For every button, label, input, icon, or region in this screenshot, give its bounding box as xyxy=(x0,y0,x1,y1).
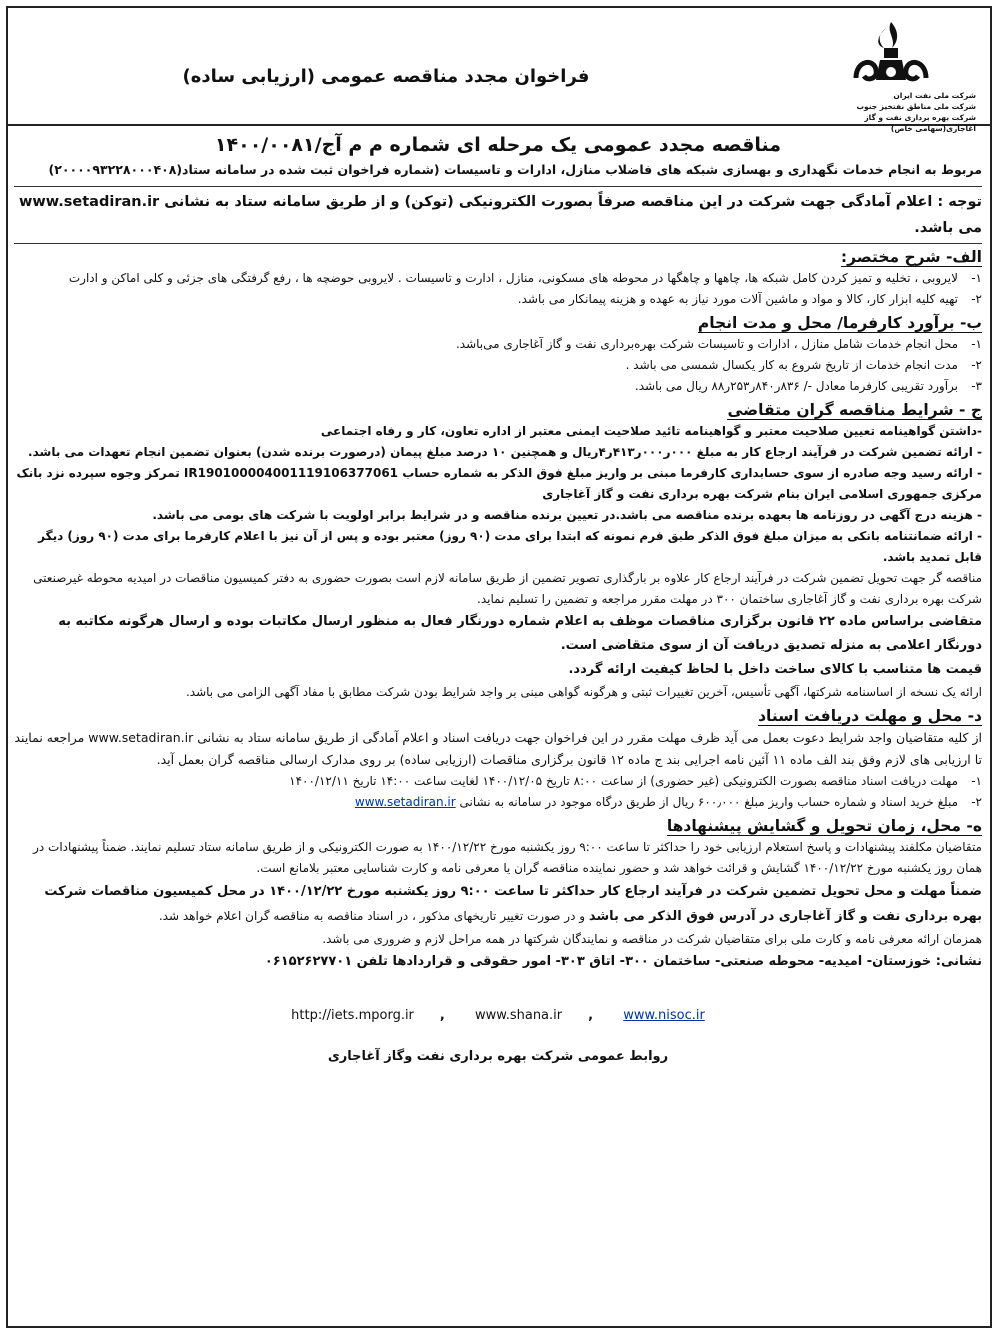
notice-line: توجه : اعلام آمادگی جهت شرکت در این مناقصه صرفاً بصورت الکترونیکی (توکن) و از طریق سامانه ستاد به نشانی www.setadiran.ir می باشد. xyxy=(14,186,982,244)
logo-line: شرکت ملی مناطق نفتخیز جنوب xyxy=(856,102,976,111)
logo-line: شرکت بهره برداری نفت و گاز آغاجاری(سهامی خاص) xyxy=(864,113,976,133)
submission-line: متقاضیان مکلفند پیشنهادات و پاسخ استعلام ارزیابی خود را حداکثر تا ساعت ۹:۰۰ روز یکشنبه مورخ ۱۴۰۰/۱۲/۲۲ به صورت الکترونیکی و از طریق سامانه ستاد تسلیم نمایند. ضمناً پیشنهادات در همان روز یکشنبه مورخ ۱۴۰۰/۱۲/۲۲ گشایش و قرائت خواهد شد و حضور نماینده مناقصه گران یا معرفی نامه و کارت شناسایی معتبر بلامانع است. xyxy=(33,840,982,875)
list-item: ۱- مهلت دریافت اسناد مناقصه بصورت الکترونیکی (غیر حضوری) از ساعت ۸:۰۰ تاریخ ۱۴۰۰/۱۲/۰۵ لغایت ساعت ۱۴:۰۰ تاریخ ۱۴۰۰/۱۲/۱۱ xyxy=(289,774,982,788)
shana-link[interactable]: www.shana.ir xyxy=(475,1008,563,1023)
list-item: ۳- برآورد تقریبی کارفرما معادل -/ ۸۳۶ر۸۴۰ر۲۵۳ر۸۸ ریال می باشد. xyxy=(634,379,982,393)
condition-line: - ارائه تضمین شرکت در فرآیند ارجاع کار به مبلغ ۰۰۰ر۰۰۰ر۴۱۳ر۴ریال و همچنین ۱۰ درصد مبلغ پیمان (درصورت برنده شدن) بعنوان تضمین انجام تعهدات می باشد. xyxy=(28,445,982,459)
header xyxy=(6,6,992,133)
section-e-heading: ه- محل، زمان تحویل و گشایش پیشنهادها xyxy=(666,817,982,835)
condition-line: قیمت ها متناسب با کالای ساخت داخل با لحاظ کیفیت ارائه گردد. xyxy=(568,662,982,677)
condition-line: ارائه یک نسخه از اساسنامه شرکتها، آگهی تأسیس، آخرین تغییرات ثبتی و هرگونه گواهی مبنی بر واجد شرایط بودن شرکت مطابق با مفاد آگهی الزامی می باشد. xyxy=(185,685,982,699)
condition-line: -داشتن گواهینامه تعیین صلاحیت معتبر و گواهینامه تائید صلاحیت ایمنی معتبر از اداره تعاون، کار و رفاه اجتماعی xyxy=(320,424,982,438)
section-b-heading: ب- برآورد کارفرما/ محل و مدت انجام xyxy=(697,314,982,332)
nioc-logo-icon xyxy=(846,20,936,90)
section-d-heading: د- محل و مهلت دریافت اسناد xyxy=(758,707,982,725)
list-item: ۲- تهیه کلیه ابزار کار، کالا و مواد و ماشین آلات مورد نیاز به عهده و هزینه پیمانکار می باشد. xyxy=(517,292,982,306)
tender-subtitle: مربوط به انجام خدمات نگهداری و بهسازی شبکه های فاضلاب منازل، ادارات و تاسیسات (شماره فراخوان ثبت شده در سامانه ستاد(۲۰۰۰۰۹۳۲۲۸۰۰۰۴۰۸) xyxy=(48,162,982,177)
iets-link[interactable]: http://iets.mporg.ir xyxy=(291,1008,414,1023)
condition-line: - ارائه رسید وجه صادره از سوی حسابداری کارفرما مبنی بر واریز مبلغ فوق الذکر به شماره حساب IR190100004001119106377061 تمرکز وجوه سپرده نزد بانک مرکزی جمهوری اسلامی ایران بنام شرکت بهره برداری نفت و گاز آغاجاری xyxy=(16,466,982,501)
condition-line: متقاضی براساس ماده ۲۲ قانون برگزاری مناقصات موظف به اعلام شماره دورنگار فعال به منظور ارسال مکاتبات بوده و ارسال هرگونه مکاتبه به دورنگار اعلامی به منزله تصدیق دریافت آن از سوی متقاضی است. xyxy=(58,614,982,653)
section-a-heading: الف- شرح مختصر: xyxy=(840,248,982,266)
header-title: فراخوان مجدد مناقصه عمومی (ارزیابی ساده) xyxy=(182,66,590,87)
nisoc-link[interactable]: www.nisoc.ir xyxy=(623,1008,705,1023)
submission-line: ضمناً مهلت و محل تحویل تضمین شرکت در فرآیند ارجاع کار حداکثر تا ساعت ۹:۰۰ روز یکشنبه مورخ ۱۴۰۰/۱۲/۲۲ در محل کمیسیون مناقصات شرکت بهره برداری نفت و گاز آغاجاری در آدرس فوق الذکر می باشد و در صورت تغییر تاریخهای مذکور ، در اسناد مناقصه به مناقصه گران اعلام خواهد شد. xyxy=(44,884,982,924)
list-item: ۱- محل انجام خدمات شامل منازل ، ادارات و تاسیسات شرکت بهره‌برداری نفت و گاز آغاجاری می‌باشد. xyxy=(455,337,982,351)
document-body xyxy=(14,128,982,1064)
list-item: ۲- مبلغ خرید اسناد و شماره حساب واریز مبلغ ۶۰۰٫۰۰۰ ریال از طریق درگاه موجود در سامانه به نشانی www.setadiran.ir xyxy=(354,795,982,809)
tender-title: مناقصه مجدد عمومی یک مرحله ای شماره م م آج/۱۴۰۰/۰۰۸۱ xyxy=(214,134,782,156)
address-line: نشانی: خوزستان- امیدیه- محوطه صنعتی- ساختمان ۳۰۰- اتاق ۳۰۳- امور حقوقی و قراردادها تلفن ۰۶۱۵۲۶۲۷۷۰۱ xyxy=(264,954,982,969)
footer-signature: روابط عمومی شرکت بهره برداری نفت وگاز آغاجاری xyxy=(327,1049,669,1064)
condition-line: مناقصه گر جهت تحویل تضمین شرکت در فرآیند ارجاع کار علاوه بر بارگذاری تصویر تضمین از طریق سامانه لازم است بصورت حضوری به دفتر کمیسیون مناقصات در امیدیه محوطه غیرصنعتی شرکت بهره برداری نفت و گاز آغاجاری ساختمان ۳۰۰ در مهلت مقرر مراجعه و تضمین را تسلیم نماید. xyxy=(33,571,982,606)
website-links: http://iets.mporg.ir , www.shana.ir , www.nisoc.ir xyxy=(291,1008,705,1023)
condition-line: - هزینه درج آگهی در روزنامه ها بعهده برنده مناقصه می باشد.در تعیین برنده مناقصه و در شرایط برابر اولویت با شرکت های بومی می باشد. xyxy=(152,508,982,522)
setadiran-link[interactable]: www.setadiran.ir xyxy=(354,795,456,809)
condition-line: - ارائه ضمانتنامه بانکی به میزان مبلغ فوق الذکر طبق فرم نمونه که ابتدا برای مدت (۹۰ روز) معتبر بوده و پس از آن نیز با اعلام کارفرما برای مدت (۹۰ روز) دیگر قابل تمدید باشد. xyxy=(38,529,982,564)
section-c-heading: ج - شرایط مناقصه گران متقاضی xyxy=(727,401,982,419)
company-logo xyxy=(816,16,976,133)
logo-line: شرکت ملی نفت ایران xyxy=(893,91,976,100)
submission-line: همزمان ارائه معرفی نامه و کارت ملی برای متقاضیان شرکت در مناقصه و نمایندگان شرکتها در همه مراحل لازم و ضروری می باشد. xyxy=(322,932,982,946)
list-item: ۱- لایروبی ، تخلیه و تمیز کردن کامل شبکه ها، چاهها و چاهگها در محوطه های مسکونی، منازل ، ادارت و تاسیسات . لایروبی حوضچه ها ، رفع گرفتگی های جزئی و کلی اماکن و ادارت xyxy=(68,271,982,285)
section-d-intro: از کلیه متقاضیان واجد شرایط دعوت بعمل می آید ظرف مهلت مقرر در این فراخوان جهت دریافت اسناد و اعلام آمادگی از طریق سامانه ستاد به نشانی www.setadiran.ir مراجعه نمایند تا ارزیابی های لازم وفق بند الف ماده ۱۱ آئین نامه اجرایی بند ج ماده ۱۲ قانون برگزاری مناقصات (ارزیابی ساده) بر روی مدارک ارسالی مناقصه گران بعمل آید. xyxy=(14,730,982,767)
list-item: ۲- مدت انجام خدمات از تاریخ شروع به کار یکسال شمسی می باشد . xyxy=(625,358,982,372)
